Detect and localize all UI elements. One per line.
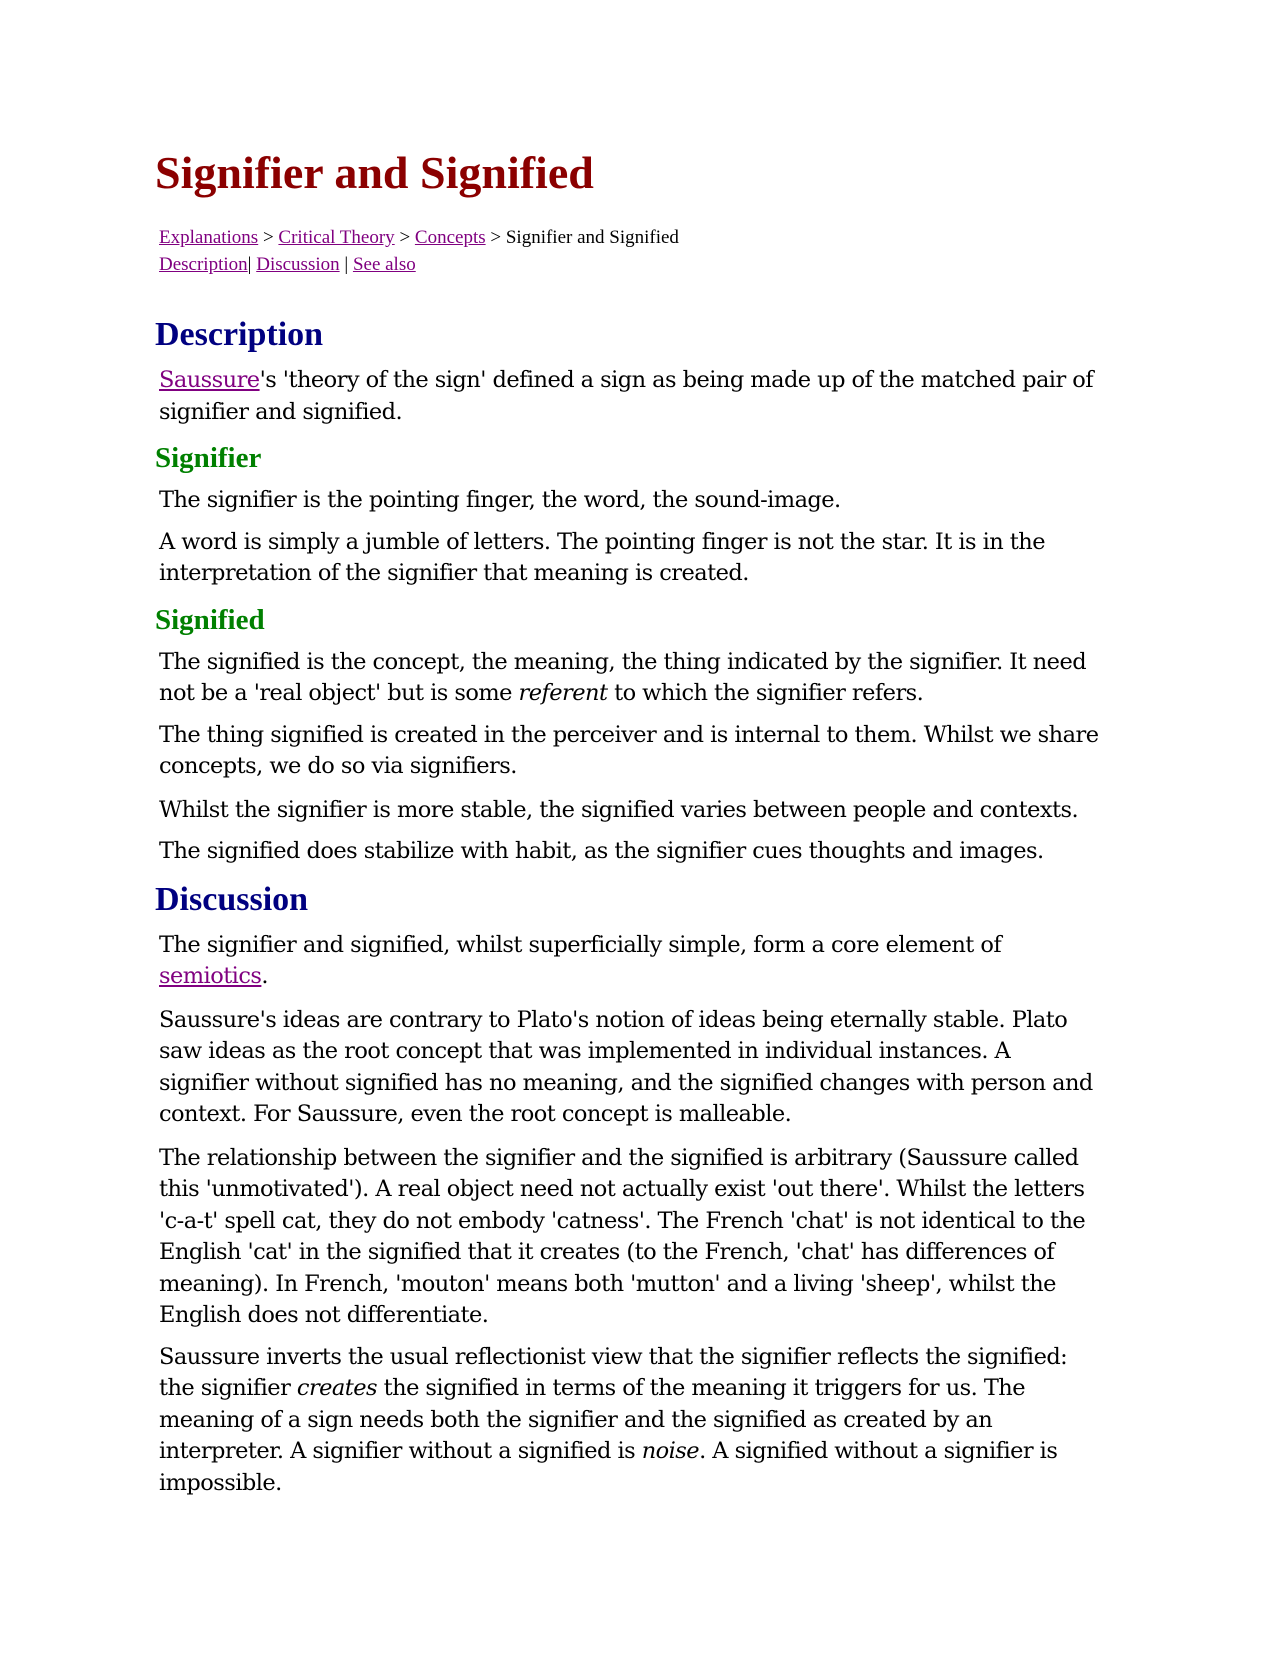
signified-text: The signified is the concept, the meaning, the thing indicated by the signifier. It need not be a 'real object' but is some bbox=[159, 648, 1087, 706]
section-link-divider: | bbox=[247, 254, 257, 275]
section-link-divider: | bbox=[339, 254, 353, 275]
noise-emphasis: noise bbox=[641, 1438, 700, 1464]
discussion-text: Saussure inverts the usual reflectionist view that the signifier reflects the signified: the signifier bbox=[159, 1343, 1068, 1401]
section-link-discussion[interactable]: Discussion bbox=[256, 254, 340, 275]
signifier-heading: Signifier bbox=[155, 442, 262, 474]
description-heading: Description bbox=[155, 316, 324, 353]
page-title: Signifier and Signified bbox=[155, 147, 594, 198]
breadcrumb-link-explanations[interactable]: Explanations bbox=[159, 227, 259, 248]
discussion-text: The signifier and signified, whilst superficially simple, form a core element of bbox=[159, 931, 1002, 958]
signified-paragraph: The thing signified is created in the perceiver and is internal to them. Whilst we share concepts, we do so via signifiers. bbox=[159, 721, 1099, 779]
breadcrumb-current: Signifier and Signified bbox=[505, 227, 679, 248]
breadcrumb-separator: > bbox=[490, 227, 506, 248]
description-intro bbox=[159, 365, 1105, 428]
creates-emphasis: creates bbox=[296, 1375, 378, 1401]
semiotics-link[interactable]: semiotics bbox=[159, 963, 262, 989]
signifier-paragraph: The signifier is the pointing finger, the word, the sound-image. bbox=[159, 487, 841, 513]
discussion-paragraph bbox=[159, 930, 1105, 993]
breadcrumb-link-concepts[interactable]: Concepts bbox=[414, 227, 486, 248]
breadcrumb-link-critical-theory[interactable]: Critical Theory bbox=[278, 227, 395, 248]
breadcrumb-separator: > bbox=[399, 227, 415, 248]
discussion-paragraph bbox=[159, 1342, 1105, 1500]
referent-emphasis: referent bbox=[518, 680, 608, 706]
section-link-description[interactable]: Description bbox=[159, 254, 248, 275]
signified-text: to which the signifier refers. bbox=[607, 680, 924, 706]
saussure-link[interactable]: Saussure bbox=[159, 367, 260, 393]
discussion-text: . bbox=[261, 963, 268, 989]
article bbox=[155, 146, 1105, 1499]
signifier-paragraph: A word is simply a jumble of letters. The pointing finger is not the star. It is in the interpretation of the signifier that meaning is created. bbox=[159, 528, 1045, 586]
signified-paragraph: Whilst the signifier is more stable, the signified varies between people and contexts. bbox=[159, 796, 1079, 823]
signified-heading: Signified bbox=[155, 603, 265, 636]
description-intro-text: 's 'theory of the sign' defined a sign as being made up of the matched pair of signifier and signified. bbox=[159, 367, 1094, 425]
breadcrumb bbox=[159, 224, 1105, 278]
signified-paragraph: The signified does stabilize with habit, as the signifier cues thoughts and images. bbox=[159, 838, 1044, 864]
discussion-paragraph: Saussure's ideas are contrary to Plato's notion of ideas being eternally stable. Plato saw ideas as the root concept that was implemented in individual instances. A signifier without signified has no meaning, and the signified changes with person and context. For Saussure, even the root concept is malleable. bbox=[159, 1006, 1093, 1127]
discussion-heading: Discussion bbox=[155, 880, 309, 918]
signified-paragraph bbox=[159, 647, 1105, 710]
breadcrumb-separator: > bbox=[262, 227, 279, 248]
section-link-see-also[interactable]: See also bbox=[352, 254, 416, 275]
discussion-paragraph: The relationship between the signifier and the signified is arbitrary (Saussure called this 'unmotivated'). A real object need not actually exist 'out there'. Whilst the letters 'c-a-t' spell cat, they do not embody 'catness'. The French 'chat' is not identical to the English 'cat' in the signified that it creates (to the French, 'chat' has differences of meaning). In French, 'mouton' means both 'mutton' and a living 'sheep', whilst the English does not differentiate. bbox=[159, 1144, 1086, 1328]
discussion-text: . A signified without a signifier is impossible. bbox=[159, 1438, 1058, 1496]
discussion-text: the signified in terms of the meaning it triggers for us. The meaning of a sign needs both the signifier and the signified as created by an interpreter. A signifier without a signified is bbox=[159, 1375, 1026, 1464]
